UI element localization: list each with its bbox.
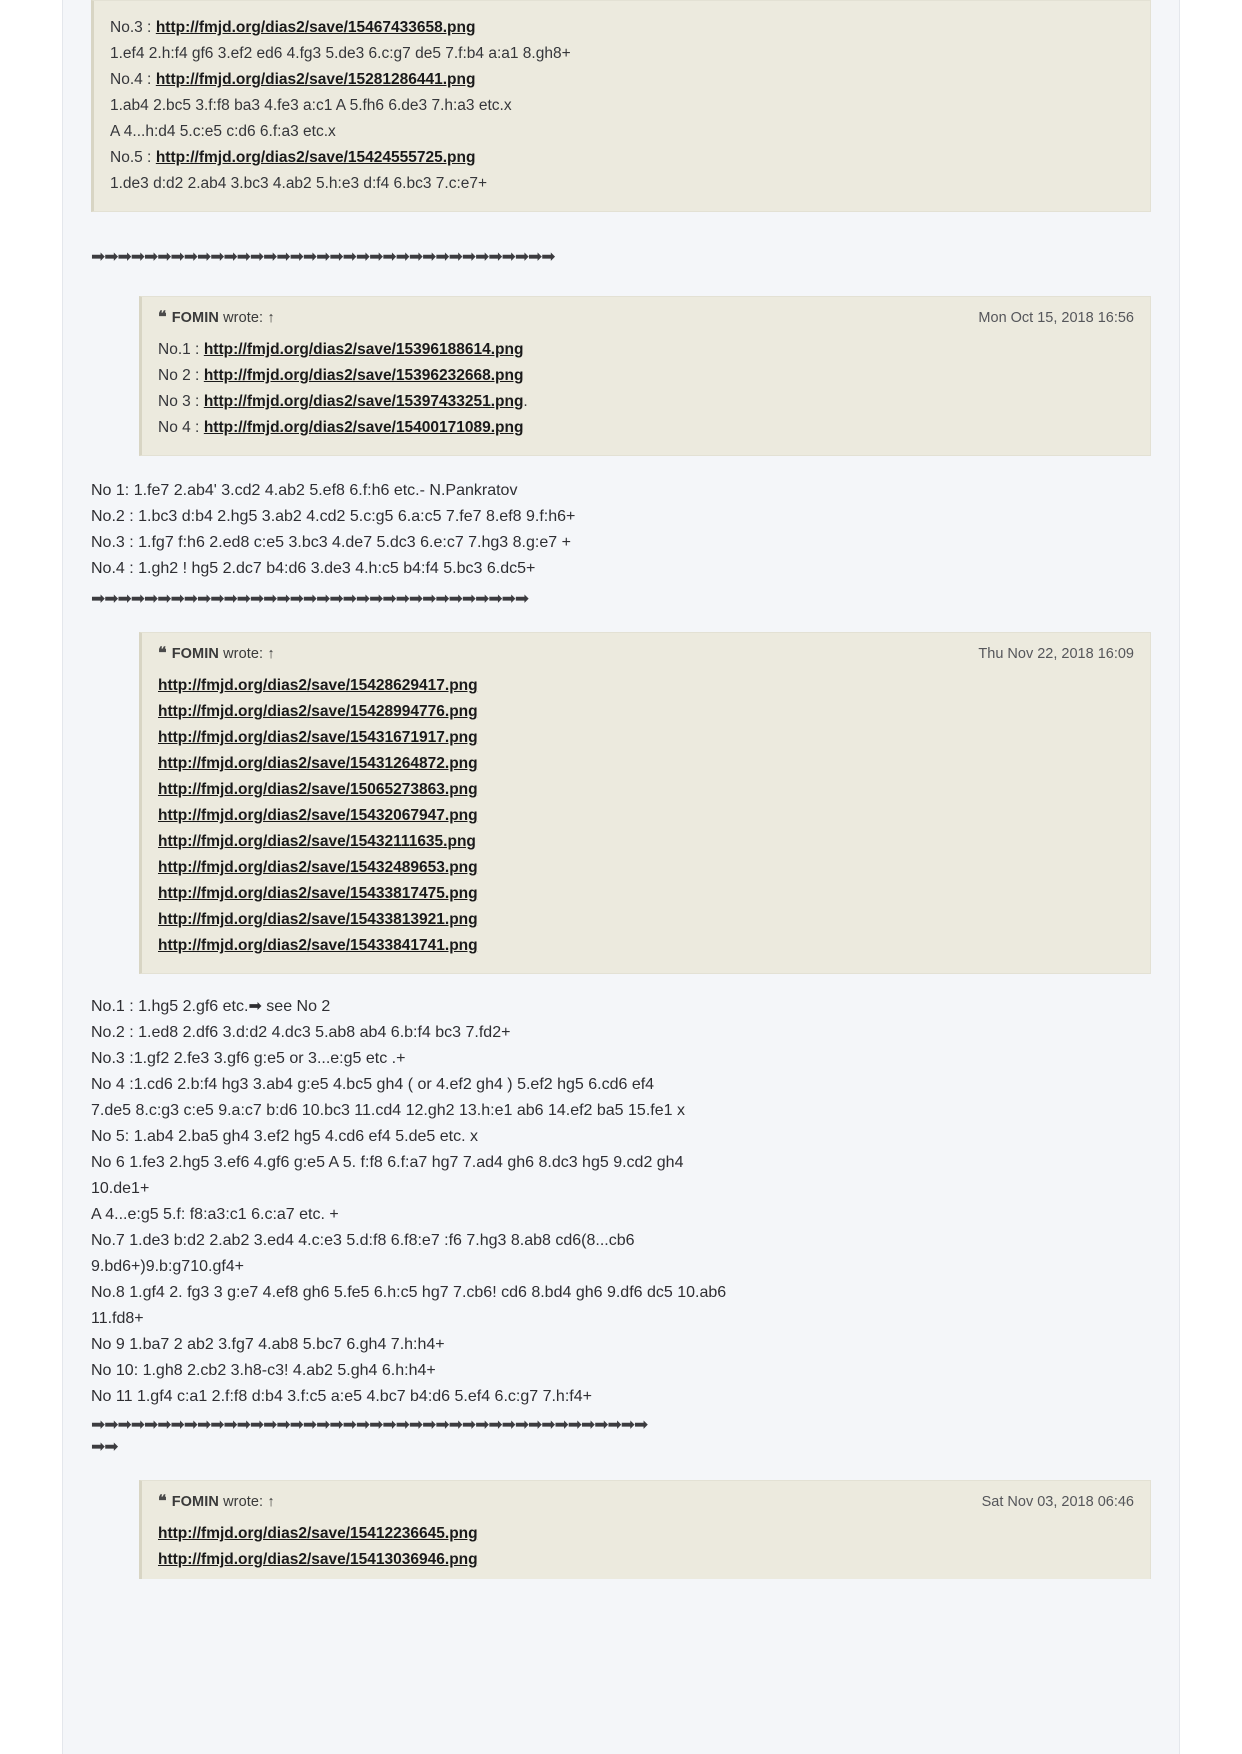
diagram-link[interactable]: http://fmjd.org/dias2/save/15428629417.png <box>158 677 478 694</box>
solution-line: No 11 1.gf4 c:a1 2.f:f8 d:b4 3.f:c5 a:e5 4.bc7 b4:d6 5.ef4 6.c:g7 7.h:f4+ <box>91 1388 592 1405</box>
solution-line: No 9 1.ba7 2 ab2 3.fg7 4.ab8 5.bc7 6.gh4 7.h:h4+ <box>91 1336 445 1353</box>
post-content-column <box>62 0 1180 1754</box>
quote-mark-icon: ❝ <box>158 1493 167 1510</box>
solution-line: No.2 : 1.ed8 2.df6 3.d:d2 4.dc3 5.ab8 ab4 6.b:f4 bc3 7.fd2+ <box>91 1024 511 1041</box>
quote-line <box>158 1521 1134 1547</box>
quote-line <box>158 829 1134 855</box>
quote-line <box>158 699 1134 725</box>
solution-line: No.3 :1.gf2 2.fe3 3.gf6 g:e5 or 3...e:g5 etc .+ <box>91 1050 406 1067</box>
quote-line <box>158 855 1134 881</box>
quote-line <box>158 363 1134 389</box>
quote-line <box>158 803 1134 829</box>
quote-line <box>158 751 1134 777</box>
quote-line <box>158 337 1134 363</box>
diagram-link[interactable]: http://fmjd.org/dias2/save/15397433251.png <box>203 393 524 410</box>
quote-line <box>158 881 1134 907</box>
quote-block-3 <box>139 1480 1151 1579</box>
quote-wrote-label: wrote: <box>223 646 264 662</box>
quote-author: FOMIN <box>171 646 219 662</box>
move-label: No 3 : <box>158 393 200 410</box>
diagram-link[interactable]: http://fmjd.org/dias2/save/15432489653.png <box>158 859 478 876</box>
solution-line: No.8 1.gf4 2. fg3 3 g:e7 4.ef8 gh6 5.fe5 6.h:c5 hg7 7.cb6! cd6 8.bd4 gh6 9.df6 dc5 10.ab6 <box>91 1284 727 1301</box>
solution-line: No 1: 1.fe7 2.ab4' 3.cd2 4.ab2 5.ef8 6.f:h6 etc.- N.Pankratov <box>91 482 518 499</box>
move-label: No.5 : <box>110 149 152 166</box>
move-label: No.1 : <box>158 341 200 358</box>
quote-citation <box>158 307 275 327</box>
solution-line: No 5: 1.ab4 2.ba5 gh4 3.ef2 hg5 4.cd6 ef4 5.de5 etc. x <box>91 1128 478 1145</box>
diagram-link[interactable]: http://fmjd.org/dias2/save/15400171089.png <box>203 419 524 436</box>
arrow-separator: ➡➡➡➡➡➡➡➡➡➡➡➡➡➡➡➡➡➡➡➡➡➡➡➡➡➡➡➡➡➡➡➡➡➡➡ <box>91 247 555 266</box>
quote-line <box>110 67 1134 93</box>
quote-date: Sat Nov 03, 2018 06:46 <box>981 1494 1134 1510</box>
quote-header <box>158 1491 1134 1511</box>
quote-wrote-label: wrote: <box>223 1494 264 1510</box>
solutions-block-1 <box>91 478 1151 582</box>
move-text: A 4...h:d4 5.c:e5 c:d6 6.f:a3 etc.x <box>110 123 336 140</box>
solution-line: No.1 : 1.hg5 2.gf6 etc.➡ see No 2 <box>91 998 331 1015</box>
diagram-link[interactable]: http://fmjd.org/dias2/save/15396188614.png <box>203 341 524 358</box>
diagram-link[interactable]: http://fmjd.org/dias2/save/15396232668.png <box>203 367 524 384</box>
solution-line: No 10: 1.gh8 2.cb2 3.h8-c3! 4.ab2 5.gh4 6.h:h4+ <box>91 1362 436 1379</box>
diagram-link[interactable]: http://fmjd.org/dias2/save/15433813921.png <box>158 911 478 928</box>
diagram-link[interactable]: http://fmjd.org/dias2/save/15431671917.png <box>158 729 478 746</box>
arrow-separator: ➡➡➡➡➡➡➡➡➡➡➡➡➡➡➡➡➡➡➡➡➡➡➡➡➡➡➡➡➡➡➡➡➡➡➡➡➡➡➡➡➡➡ <box>91 1415 648 1434</box>
move-text: 1.ef4 2.h:f4 gf6 3.ef2 ed6 4.fg3 5.de3 6.c:g7 de5 7.f:b4 a:a1 8.gh8+ <box>110 45 571 62</box>
quote-author: FOMIN <box>171 1494 219 1510</box>
goto-post-arrow-icon[interactable]: ↑ <box>267 1494 275 1510</box>
diagram-link[interactable]: http://fmjd.org/dias2/save/15424555725.png <box>155 149 476 166</box>
solution-line: 9.bd6+)9.b:g710.gf4+ <box>91 1258 245 1275</box>
diagram-link[interactable]: http://fmjd.org/dias2/save/15433817475.png <box>158 885 478 902</box>
move-text: 1.ab4 2.bc5 3.f:f8 ba3 4.fe3 a:c1 A 5.fh6 6.de3 7.h:a3 etc.x <box>110 97 512 114</box>
diagram-link[interactable]: http://fmjd.org/dias2/save/15432067947.png <box>158 807 478 824</box>
solution-line: No.3 : 1.fg7 f:h6 2.ed8 c:e5 3.bc3 4.de7 5.dc3 6.e:c7 7.hg3 8.g:e7 + <box>91 534 571 551</box>
solution-line: No.7 1.de3 b:d2 2.ab2 3.ed4 4.c:e3 5.d:f8 6.f8:e7 :f6 7.hg3 8.ab8 cd6(8...cb6 <box>91 1232 635 1249</box>
diagram-link[interactable]: http://fmjd.org/dias2/save/15467433658.png <box>155 19 476 36</box>
diagram-link[interactable]: http://fmjd.org/dias2/save/15413036946.png <box>158 1551 478 1568</box>
arrow-separator: ➡➡➡➡➡➡➡➡➡➡➡➡➡➡➡➡➡➡➡➡➡➡➡➡➡➡➡➡➡➡➡➡➡ <box>91 589 529 608</box>
diagram-link[interactable]: http://fmjd.org/dias2/save/15428994776.png <box>158 703 478 720</box>
solutions-block-2 <box>91 994 1151 1410</box>
quote-line <box>158 907 1134 933</box>
diagram-link[interactable]: http://fmjd.org/dias2/save/15065273863.png <box>158 781 478 798</box>
solution-line: A 4...e:g5 5.f: f8:a3:c1 6.c:a7 etc. + <box>91 1206 339 1223</box>
goto-post-arrow-icon[interactable]: ↑ <box>267 310 275 326</box>
quote-wrote-label: wrote: <box>223 310 264 326</box>
solution-line: No 4 :1.cd6 2.b:f4 hg3 3.ab4 g:e5 4.bc5 gh4 ( or 4.ef2 gh4 ) 5.ef2 hg5 6.cd6 ef4 <box>91 1076 655 1093</box>
quote-header <box>158 643 1134 663</box>
goto-post-arrow-icon[interactable]: ↑ <box>267 646 275 662</box>
diagram-link[interactable]: http://fmjd.org/dias2/save/15432111635.png <box>158 833 476 850</box>
quote-block-top <box>91 0 1151 212</box>
quote-line <box>158 389 1134 415</box>
diagram-link[interactable]: http://fmjd.org/dias2/save/15431264872.png <box>158 755 478 772</box>
solution-line: 11.fd8+ <box>91 1310 144 1327</box>
quote-date: Thu Nov 22, 2018 16:09 <box>978 646 1134 662</box>
quote-mark-icon: ❝ <box>158 645 167 662</box>
quote-line <box>110 145 1134 171</box>
move-label: No 2 : <box>158 367 200 384</box>
quote-citation <box>158 643 275 663</box>
diagram-link[interactable]: http://fmjd.org/dias2/save/15412236645.png <box>158 1525 478 1542</box>
diagram-link[interactable]: http://fmjd.org/dias2/save/15433841741.png <box>158 937 478 954</box>
quote-line <box>158 415 1134 441</box>
quote-line <box>110 15 1134 41</box>
arrow-separator-wrap: ➡➡ <box>91 1437 118 1456</box>
move-label: No 4 : <box>158 419 200 436</box>
solution-line: 7.de5 8.c:g3 c:e5 9.a:c7 b:d6 10.bc3 11.cd4 12.gh2 13.h:e1 ab6 14.ef2 ba5 15.fe1 x <box>91 1102 685 1119</box>
quote-block-1 <box>139 296 1151 456</box>
solution-line: No.2 : 1.bc3 d:b4 2.hg5 3.ab2 4.cd2 5.c:g5 6.a:c5 7.fe7 8.ef8 9.f:h6+ <box>91 508 576 525</box>
diagram-link[interactable]: http://fmjd.org/dias2/save/15281286441.png <box>155 71 476 88</box>
quote-line <box>158 1547 1134 1573</box>
quote-mark-icon: ❝ <box>158 309 167 326</box>
quote-line <box>158 933 1134 959</box>
solution-line: No.4 : 1.gh2 ! hg5 2.dc7 b4:d6 3.de3 4.h:c5 b4:f4 5.bc3 6.dc5+ <box>91 560 536 577</box>
quote-block-2 <box>139 632 1151 974</box>
quote-author: FOMIN <box>171 310 219 326</box>
solution-line: No 6 1.fe3 2.hg5 3.ef6 4.gf6 g:e5 A 5. f:f8 6.f:a7 hg7 7.ad4 gh6 8.dc3 hg5 9.cd2 gh4 <box>91 1154 684 1171</box>
solution-line: 10.de1+ <box>91 1180 150 1197</box>
quote-line <box>158 725 1134 751</box>
move-text: 1.de3 d:d2 2.ab4 3.bc3 4.ab2 5.h:e3 d:f4 6.bc3 7.c:e7+ <box>110 175 488 192</box>
quote-header <box>158 307 1134 327</box>
quote-citation <box>158 1491 275 1511</box>
quote-date: Mon Oct 15, 2018 16:56 <box>978 310 1134 326</box>
line-suffix: . <box>523 393 528 410</box>
quote-line <box>158 777 1134 803</box>
move-label: No.4 : <box>110 71 152 88</box>
move-label: No.3 : <box>110 19 152 36</box>
quote-line <box>158 673 1134 699</box>
